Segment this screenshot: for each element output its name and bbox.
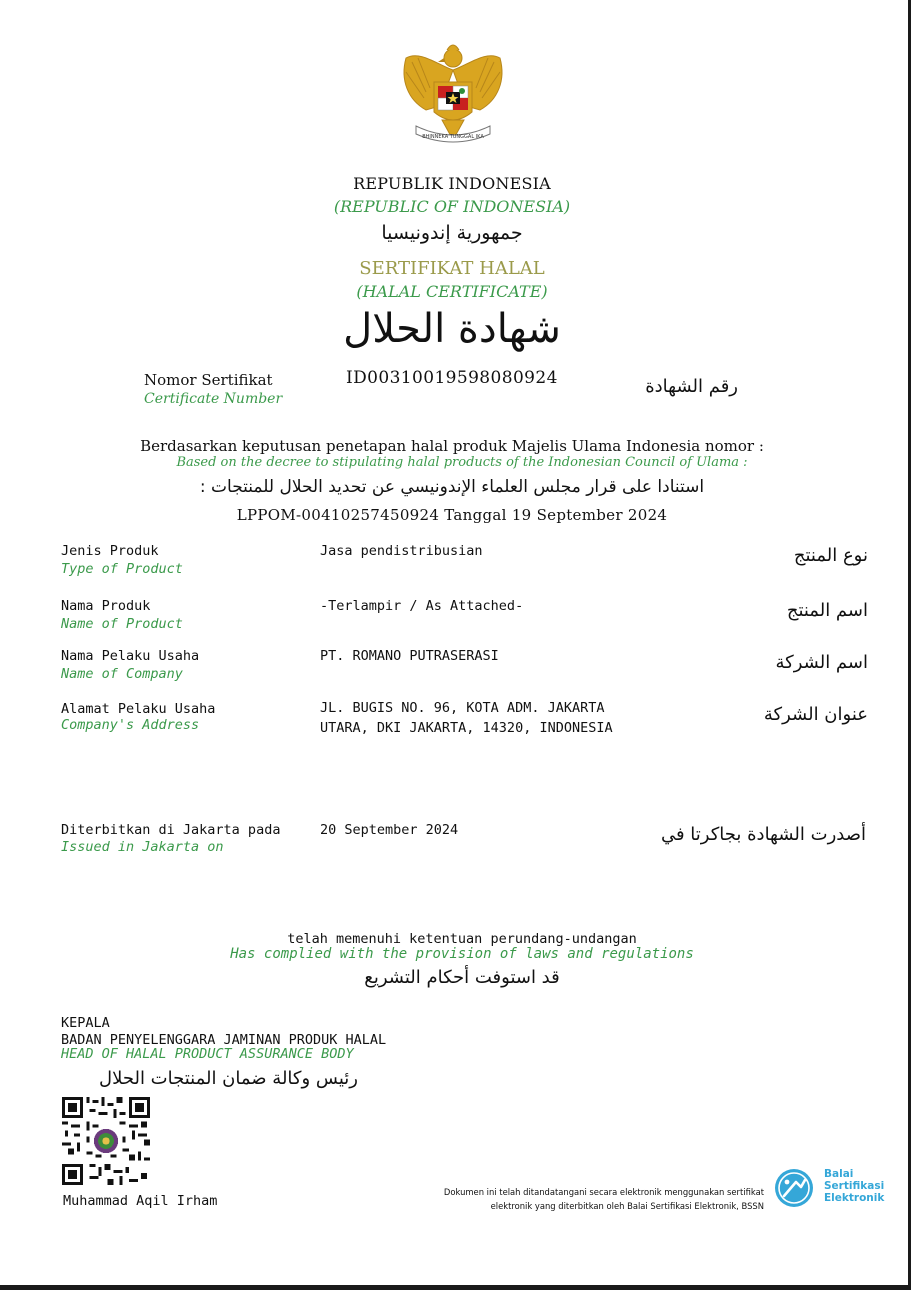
- compliance-text-ar: قد استوفت أحكام التشريع: [364, 967, 560, 988]
- esign-notice: [420, 1185, 764, 1213]
- field-label-en: Name of Product: [61, 616, 183, 632]
- certificate-number-label-ar: رقم الشهادة: [645, 376, 738, 397]
- signatory-title-2: BADAN PENYELENGGARA JAMINAN PRODUK HALAL: [61, 1032, 387, 1048]
- bsre-logo-text: [824, 1168, 884, 1204]
- bsre-text-line2: Sertifikasi: [824, 1180, 885, 1192]
- decree-text: Berdasarkan keputusan penetapan halal produk Majelis Ulama Indonesia nomor :: [140, 437, 764, 455]
- bsre-text-line3: Elektronik: [824, 1192, 885, 1204]
- field-value-line2: UTARA, DKI JAKARTA, 14320, INDONESIA: [320, 720, 613, 736]
- issued-date: 20 September 2024: [320, 822, 459, 838]
- halal-logo-icon: [92, 1127, 119, 1154]
- compliance-text-en: Has complied with the provision of laws and regulations: [230, 946, 694, 962]
- field-value: JL. BUGIS NO. 96, KOTA ADM. JAKARTA: [320, 700, 605, 716]
- country-name: REPUBLIK INDONESIA: [353, 174, 551, 193]
- signatory-title-ar: رئيس وكالة ضمان المنتجات الحلال: [99, 1068, 358, 1089]
- bsre-text-line1: Balai: [824, 1168, 854, 1180]
- field-value: -Terlampir / As Attached-: [320, 598, 524, 614]
- issued-label-ar: أصدرت الشهادة بجاكرتا في: [660, 824, 866, 845]
- certificate-title-en: (HALAL CERTIFICATE): [356, 282, 548, 301]
- decree-text-ar: استنادا على قرار مجلس العلماء الإندونيسي عن تحديد الحلال للمنتجات :: [199, 477, 705, 497]
- garuda-pancasila-emblem: [398, 40, 508, 158]
- signatory-name: Muhammad Aqil Irham: [63, 1193, 218, 1209]
- field-label-ar: اسم الشركة: [775, 652, 868, 673]
- field-label-en: Company's Address: [61, 717, 200, 733]
- qr-code[interactable]: [62, 1097, 150, 1185]
- signatory-title-1: KEPALA: [61, 1015, 110, 1031]
- field-value: PT. ROMANO PUTRASERASI: [320, 648, 499, 664]
- field-value: Jasa pendistribusian: [320, 543, 483, 559]
- field-label: Alamat Pelaku Usaha: [61, 701, 216, 717]
- country-name-en: (REPUBLIC OF INDONESIA): [333, 197, 571, 216]
- field-label-ar: اسم المنتج: [786, 600, 868, 621]
- certificate-title: SERTIFIKAT HALAL: [359, 258, 545, 279]
- certificate-number-label: Nomor Sertifikat: [144, 371, 273, 389]
- signatory-title-en: HEAD OF HALAL PRODUCT ASSURANCE BODY: [61, 1046, 354, 1062]
- issued-label: Diterbitkan di Jakarta pada: [61, 822, 281, 838]
- issued-label-en: Issued in Jakarta on: [61, 839, 224, 855]
- esign-notice-line1: Dokumen ini telah ditandatangani secara elektronik menggunakan sertifikat: [443, 1187, 764, 1197]
- field-label: Nama Pelaku Usaha: [61, 648, 200, 664]
- certificate-number-label-en: Certificate Number: [144, 391, 283, 407]
- field-label-ar: عنوان الشركة: [763, 704, 868, 725]
- field-label-en: Type of Product: [61, 561, 183, 577]
- field-label: Nama Produk: [61, 598, 151, 614]
- emblem-motto: BHINNEKA TUNGGAL IKA: [422, 134, 484, 140]
- certificate-title-ar: شهادة الحلال: [343, 306, 561, 352]
- certificate-number-value: ID00310019598080924: [346, 368, 558, 388]
- field-label-en: Name of Company: [61, 666, 183, 682]
- bsre-logo-icon: [774, 1168, 814, 1208]
- field-label-ar: نوع المنتج: [793, 545, 868, 566]
- decree-reference: LPPOM-00410257450924 Tanggal 19 September 2024: [236, 506, 668, 524]
- decree-text-en: Based on the decree to stipulating halal products of the Indonesian Council of Ulama :: [176, 455, 748, 470]
- compliance-text: telah memenuhi ketentuan perundang-undangan: [287, 931, 637, 947]
- country-name-ar: جمهورية إندونيسيا: [381, 222, 523, 244]
- esign-notice-line2: elektronik yang diterbitkan oleh Balai Sertifikasi Elektronik, BSSN: [490, 1201, 764, 1211]
- field-label: Jenis Produk: [61, 543, 159, 559]
